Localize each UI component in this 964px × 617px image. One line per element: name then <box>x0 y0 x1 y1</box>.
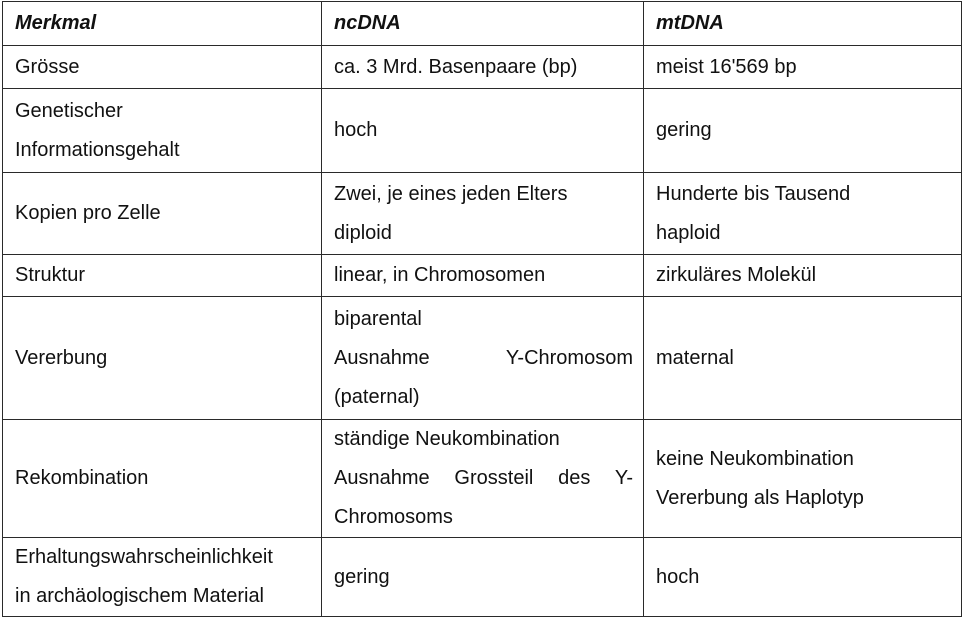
cell-text: linear, in Chromosomen <box>334 264 546 286</box>
mtdna-cell <box>644 420 962 538</box>
feature-cell <box>3 255 322 297</box>
ncdna-cell <box>322 173 644 255</box>
feature-cell <box>3 297 322 420</box>
cell-text: Chromosoms <box>334 506 453 528</box>
mtdna-cell <box>644 173 962 255</box>
cell-text: hoch <box>656 565 700 588</box>
cell-text: meist 16'569 bp <box>656 55 797 78</box>
table-row <box>3 89 962 173</box>
table-row <box>3 46 962 89</box>
table-row <box>3 538 962 617</box>
cell-text: keine Neukombination <box>656 447 854 470</box>
cell-text: Struktur <box>15 264 86 286</box>
ncdna-cell <box>322 420 644 538</box>
cell-text: ständige Neukombination <box>334 428 560 450</box>
header-mtdna: mtDNA <box>644 2 962 46</box>
cell-text: zirkuläres Molekül <box>656 264 817 286</box>
table-row <box>3 297 962 420</box>
cell-text: Zwei, je eines jeden Elters <box>334 182 568 205</box>
cell-text: Genetischer <box>15 99 123 122</box>
mtdna-cell <box>644 255 962 297</box>
ncdna-cell <box>322 538 644 617</box>
feature-cell <box>3 538 322 617</box>
ncdna-cell <box>322 46 644 89</box>
cell-text: Rekombination <box>15 467 149 489</box>
cell-text: biparental <box>334 307 422 330</box>
mtdna-cell <box>644 89 962 173</box>
header-feature: Merkmal <box>3 2 322 46</box>
cell-text: maternal <box>656 346 734 369</box>
cell-text: Ausnahme Y-Chromosom <box>334 346 633 369</box>
header-ncdna: ncDNA <box>322 2 644 46</box>
cell-text: gering <box>656 119 712 141</box>
cell-text: gering <box>334 565 390 588</box>
cell-text: Ausnahme Grossteil des Y- <box>334 467 633 489</box>
feature-cell <box>3 173 322 255</box>
cell-text: Informationsgehalt <box>15 138 180 161</box>
header-row <box>3 2 962 46</box>
feature-cell <box>3 89 322 173</box>
cell-text: haploid <box>656 221 721 244</box>
cell-text: Vererbung als Haplotyp <box>656 486 864 509</box>
table-row <box>3 420 962 538</box>
cell-text: Hunderte bis Tausend <box>656 182 851 205</box>
cell-text: Erhaltungswahrscheinlichkeit <box>15 546 273 568</box>
ncdna-cell <box>322 89 644 173</box>
cell-text: Vererbung <box>15 346 108 369</box>
cell-text: ca. 3 Mrd. Basenpaare (bp) <box>334 55 578 78</box>
table-row <box>3 255 962 297</box>
cell-text: Grösse <box>15 55 80 78</box>
mtdna-cell <box>644 297 962 420</box>
table-row <box>3 173 962 255</box>
feature-cell <box>3 46 322 89</box>
cell-text: (paternal) <box>334 385 420 408</box>
mtdna-cell <box>644 46 962 89</box>
ncdna-cell <box>322 255 644 297</box>
ncdna-cell <box>322 297 644 420</box>
cell-text: in archäologischem Material <box>15 585 265 607</box>
feature-cell <box>3 420 322 538</box>
cell-text: hoch <box>334 119 378 141</box>
comparison-table <box>2 1 962 617</box>
cell-text: Kopien pro Zelle <box>15 202 161 224</box>
cell-text: diploid <box>334 221 392 244</box>
mtdna-cell <box>644 538 962 617</box>
